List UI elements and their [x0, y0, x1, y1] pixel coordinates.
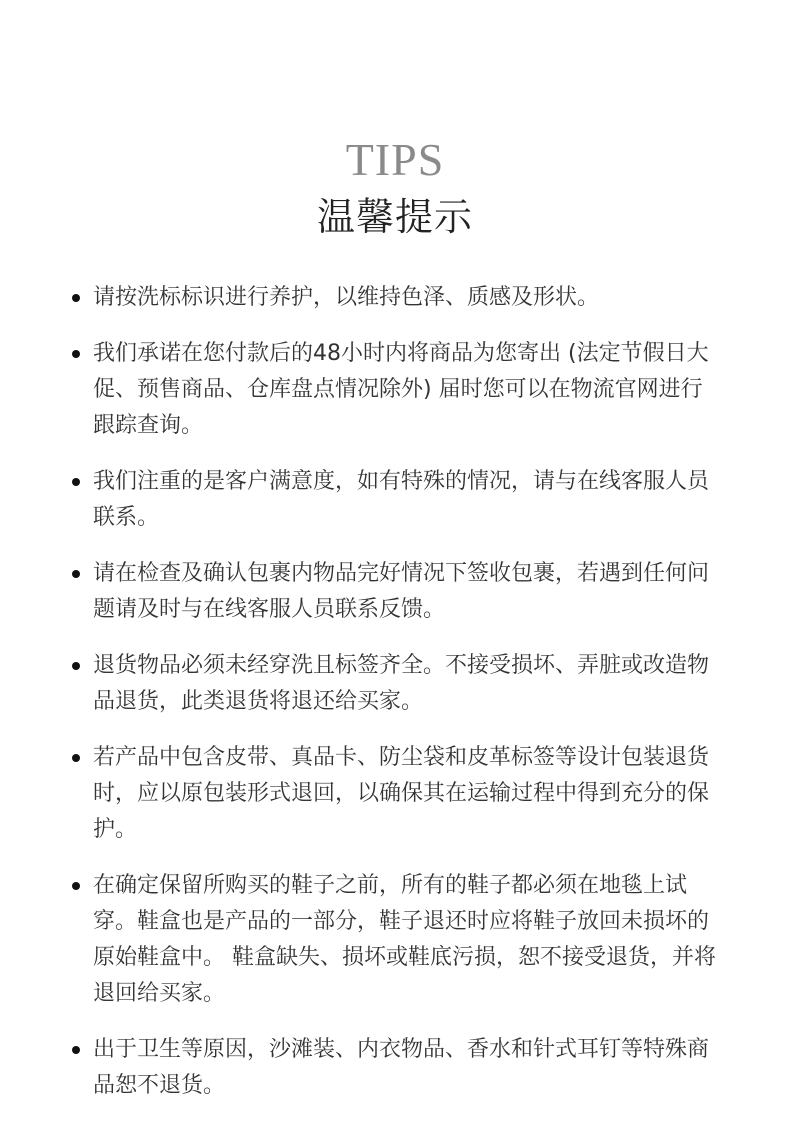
tip-item-satisfaction	[0, 464, 790, 536]
tip-text: 我们注重的是客户满意度，如有特殊的情况，请与在线客服人员联系。	[93, 469, 710, 530]
page-title-english: TIPS	[345, 134, 445, 185]
bullet-dot-icon	[72, 754, 80, 762]
tip-item-return-condition	[0, 648, 790, 720]
tip-item-packaging	[0, 740, 790, 848]
tip-item-inspection	[0, 556, 790, 628]
tip-item-hygiene	[0, 1032, 790, 1104]
bullet-dot-icon	[72, 478, 80, 486]
tip-text: 请按洗标标识进行养护，以维持色泽、质感及形状。	[93, 285, 600, 310]
tips-list	[0, 280, 790, 1124]
tip-item-care	[0, 280, 790, 316]
tip-item-shipping	[0, 336, 790, 444]
tips-header	[0, 134, 790, 242]
bullet-dot-icon	[72, 662, 80, 670]
bullet-dot-icon	[72, 1046, 80, 1054]
tip-text: 退货物品必须未经穿洗且标签齐全。不接受损坏、弄脏或改造物品退货，此类退货将退还给买家。	[93, 653, 710, 714]
bullet-dot-icon	[72, 570, 80, 578]
tip-text: 若产品中包含皮带、真品卡、防尘袋和皮革标签等设计包装退货时，应以原包装形式退回，以确保其在运输过程中得到充分的保护。	[93, 745, 710, 842]
tip-text: 请在检查及确认包裹内物品完好情况下签收包裹，若遇到任何问题请及时与在线客服人员联系反馈。	[93, 561, 710, 622]
tip-text: 我们承诺在您付款后的48小时内将商品为您寄出 (法定节假日大促、预售商品、仓库盘点情况除外) 届时您可以在物流官网进行跟踪查询。	[93, 341, 709, 438]
tip-item-shoes	[0, 868, 790, 1012]
tip-text: 出于卫生等原因，沙滩装、内衣物品、香水和针式耳钉等特殊商品恕不退货。	[93, 1037, 710, 1098]
bullet-dot-icon	[72, 882, 80, 890]
bullet-dot-icon	[72, 294, 80, 302]
page-title-chinese: 温馨提示	[316, 195, 473, 239]
bullet-dot-icon	[72, 350, 80, 358]
tip-text: 在确定保留所购买的鞋子之前，所有的鞋子都必须在地毯上试穿。鞋盒也是产品的一部分，鞋子退还时应将鞋子放回未损坏的原始鞋盒中。 鞋盒缺失、损坏或鞋底污损，恕不接受退货，并将退回给买家。	[93, 873, 716, 1006]
